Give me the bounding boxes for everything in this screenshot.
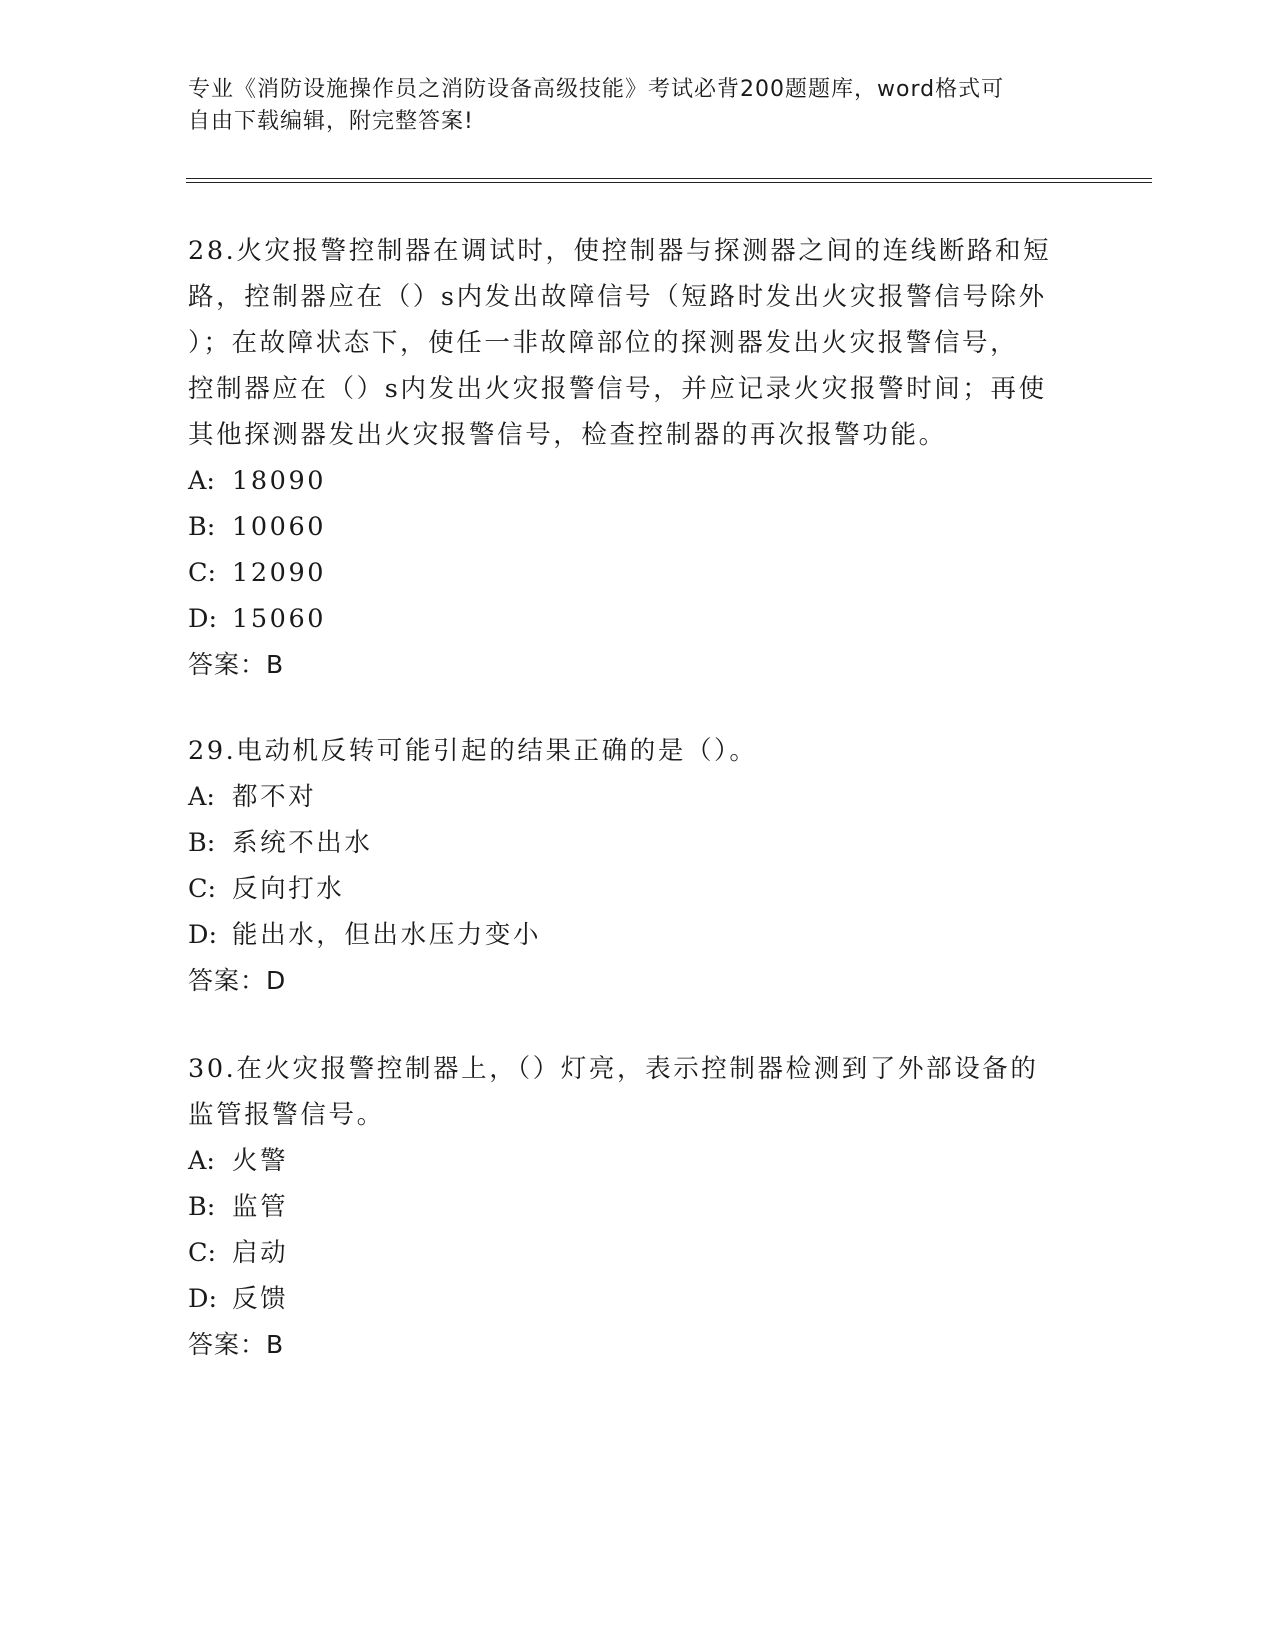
option-text: 12090 <box>232 558 327 588</box>
option-d <box>188 1276 1088 1322</box>
question-stem-line: 28.火灾报警控制器在调试时，使控制器与探测器之间的连线断路和短 <box>188 236 1052 266</box>
question-stem-line: 其他探测器发出火灾报警信号，检查控制器的再次报警功能。 <box>188 420 947 450</box>
document-header <box>188 74 1088 138</box>
option-key: B: <box>188 512 216 542</box>
answer: 答案：D <box>188 966 287 995</box>
question-stem-line: 监管报警信号。 <box>188 1100 385 1130</box>
question-29 <box>188 728 1088 1004</box>
option-key: B: <box>188 828 216 858</box>
header-divider <box>186 182 1152 183</box>
option-text: 系统不出水 <box>232 828 373 858</box>
question-28 <box>188 228 1088 688</box>
option-text: 反馈 <box>232 1284 289 1314</box>
option-key: D: <box>188 920 218 950</box>
option-text: 能出水，但出水压力变小 <box>232 920 542 950</box>
option-a <box>188 774 1088 820</box>
option-d <box>188 596 1088 642</box>
option-a <box>188 458 1088 504</box>
option-key: C: <box>188 558 217 588</box>
option-key: A: <box>188 1146 216 1176</box>
question-stem-line: 30.在火灾报警控制器上，（）灯亮，表示控制器检测到了外部设备的 <box>188 1054 1039 1084</box>
answer: 答案：B <box>188 1330 285 1359</box>
option-text: 15060 <box>232 604 327 634</box>
option-b <box>188 820 1088 866</box>
option-text: 都不对 <box>232 782 317 812</box>
question-stem-line: ）；在故障状态下，使任一非故障部位的探测器发出火灾报警信号， <box>188 328 1019 358</box>
option-text: 监管 <box>232 1192 289 1222</box>
option-b <box>188 504 1088 550</box>
option-key: B: <box>188 1192 216 1222</box>
option-text: 火警 <box>232 1146 289 1176</box>
question-stem-line: 控制器应在（）s内发出火灾报警信号，并应记录火灾报警时间；再使 <box>188 374 1047 404</box>
option-c <box>188 866 1088 912</box>
option-key: A: <box>188 782 216 812</box>
header-line: 专业《消防设施操作员之消防设备高级技能》考试必背200题题库，word格式可 <box>188 77 1005 102</box>
option-b <box>188 1184 1088 1230</box>
header-line: 自由下载编辑，附完整答案! <box>188 109 474 134</box>
option-text: 10060 <box>232 512 327 542</box>
question-stem-line: 29.电动机反转可能引起的结果正确的是（）。 <box>188 736 758 766</box>
option-key: C: <box>188 874 217 904</box>
option-a <box>188 1138 1088 1184</box>
option-text: 反向打水 <box>232 874 345 904</box>
option-text: 18090 <box>232 466 327 496</box>
option-key: D: <box>188 604 218 634</box>
option-c <box>188 1230 1088 1276</box>
option-key: A: <box>188 466 216 496</box>
option-key: C: <box>188 1238 217 1268</box>
option-key: D: <box>188 1284 218 1314</box>
question-stem-line: 路，控制器应在（）s内发出故障信号（短路时发出火灾报警信号除外 <box>188 282 1047 312</box>
header-divider <box>186 178 1152 179</box>
option-c <box>188 550 1088 596</box>
answer: 答案：B <box>188 650 285 679</box>
option-text: 启动 <box>232 1238 289 1268</box>
option-d <box>188 912 1088 958</box>
question-30 <box>188 1046 1088 1368</box>
